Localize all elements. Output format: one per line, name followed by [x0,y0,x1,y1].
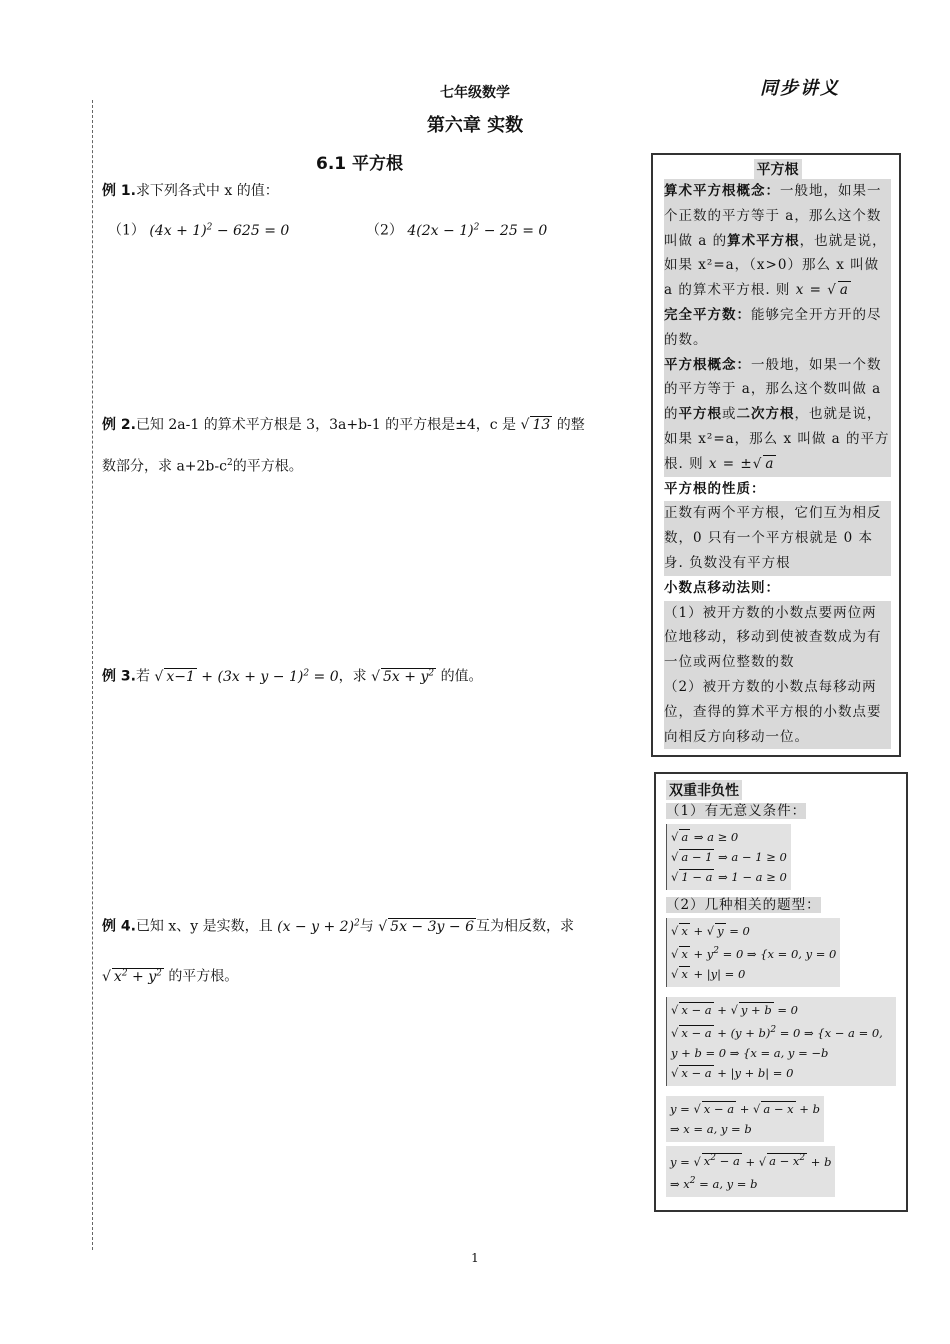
note-square-root [664,353,891,477]
note-perfect-square [664,303,891,353]
example-3 [102,662,483,688]
example-text: 的平方根。 [168,968,239,985]
condition-formulas: √ a ⇒ a ≥ 0 √ a − 1 ⇒ a − 1 ≥ 0 √ 1 − a ⇒ 1 − a ≥ 0 [666,824,791,890]
example-text: 已知 2a-1 的算术平方根是 3，3a+b-1 的平方根是±4，c 是 [135,417,517,433]
binding-margin-line [92,100,93,1250]
note-decimal-rule-2: （2）被开方数的小数点每移动两位，查得的算术平方根的小数点要向相反方向移动一位。 [664,675,891,749]
example-1 [102,180,279,202]
formula: x = ±√ a [708,455,775,472]
double-nonnegativity-box [654,772,908,1212]
example-text: 互为相反数，求 [476,918,574,935]
note-properties-title [664,477,891,502]
equation: $(4x + 1)^2 - 625 = 0$ [149,222,290,239]
note-text: 一般地，如果一个数的平方等于 a，那么这个数叫做 a 的 [664,356,882,423]
chapter-title: 第六章 实数 [426,115,524,136]
note-text: 能够完全开方开的尽的数。 [664,306,882,348]
note-term: 平方根概念： [664,356,751,373]
example-1-part-2 [366,216,547,242]
note-text: （2）几种相关的题型： [666,897,821,913]
note-decimal-title [664,576,891,601]
example-text: ，求 [338,668,367,685]
note-term: 完全平方数： [664,306,751,323]
part-number: （1） [108,222,145,239]
brand-logo: 同步讲义 [760,78,840,99]
example-text: 的平方根。 [232,458,303,475]
note-text: 一般地，如果一个正数的平方等于 a，那么这个数叫做 a 的 [664,183,882,249]
example-text: 数部分，求 a+2b-c [102,458,227,475]
note-decimal-rule-1: （1）被开方数的小数点要两位两位地移动，移动到使被查数成为有一位或两位整数的数 [664,601,891,675]
equation: √ $x^2 + y^2$ [102,968,162,985]
equation: $4(2x - 1)^2 - 25 = 0$ [407,222,548,239]
example-text: 若 [135,668,150,685]
example-label: 例 1. [102,183,136,199]
note-arithmetic-root [664,179,891,303]
note-term: 小数点移动法则： [664,579,780,596]
note-term: 算术平方根 [727,232,800,249]
box-title: 双重非负性 [666,780,742,800]
example-label: 例 4. [102,918,136,935]
note-text: ，也就是说，如果 x²=a，那么 x 叫做 a 的平方根. 则 [664,406,890,472]
example-4 [102,912,574,938]
note-term: 平方根 [678,406,722,423]
example-text: 的值。 [440,668,483,685]
equation: √ 5x − 3y − 6 [378,918,474,935]
example-label: 例 2. [102,417,136,433]
example-2 [102,414,642,436]
example-1-part-1 [108,216,289,242]
square-root-notes-box [651,153,901,757]
formula: x = √ a [795,282,849,299]
type-formulas-4: y = √ $x^2 - a$ + √ $a - x^2 + b$ ⇒ $x^2 = a$, y = b [666,1146,835,1198]
example-text: 与 [359,918,374,935]
note-properties: 正数有两个平方根，它们互为相反数，0 只有一个平方根就是 0 本身. 负数没有平方根 [664,501,891,575]
equation: $(x - y + 2)^2$ [277,918,360,935]
subject-title: 七年级数学 [440,85,510,101]
box-title: 平方根 [754,159,802,179]
example-text: 已知 x、y 是实数，且 [135,918,273,935]
example-label: 例 3. [102,668,136,685]
equation: √ $x-1 + (3x + y - 1)^2 = 0$ [154,668,339,685]
equation: √ $5x + y^2$ [371,668,435,685]
part-number: （2） [366,222,403,239]
note-text: ，也就是说，如果 x²=a，（x>0）那么 x 叫做 a 的算术平方根. 则 [664,232,887,299]
note-text: 或 [722,406,737,423]
type-formulas-3: y = √ x − a + √ a − x + b ⇒ x = a, y = b [666,1096,824,1142]
example-text: 求下列各式中 x 的值： [135,183,279,199]
note-term: 平方根的性质： [664,480,766,497]
type-formulas-2: √ x − a + √ y + b = 0 √ $x - a + (y + b)^2 = 0$ ⇒ {x − a = 0, y + b = 0 ⇒ {x = a, y = −b √ x − a + |y + b| = 0 [666,997,896,1086]
condition-heading [666,800,896,822]
note-text: （1）有无意义条件： [666,803,807,819]
page-number: 1 [471,1251,479,1265]
example-4-line-2 [102,962,238,988]
types-heading [666,894,896,916]
section-title: 6.1 平方根 [316,154,404,174]
note-term: 算术平方根概念： [664,183,780,199]
example-2-line-2: 数部分，求 $a+2b-c^2$的平方根。 [102,458,303,475]
type-formulas-1: √ x + √ y = 0 √ $x + y^2 = 0$ ⇒ {x = 0, y = 0 √ x + |y| = 0 [666,918,840,987]
sqrt-13: √ 13 [520,417,551,433]
note-term: 二次方根 [736,406,795,423]
example-text: 的整 [556,417,585,433]
